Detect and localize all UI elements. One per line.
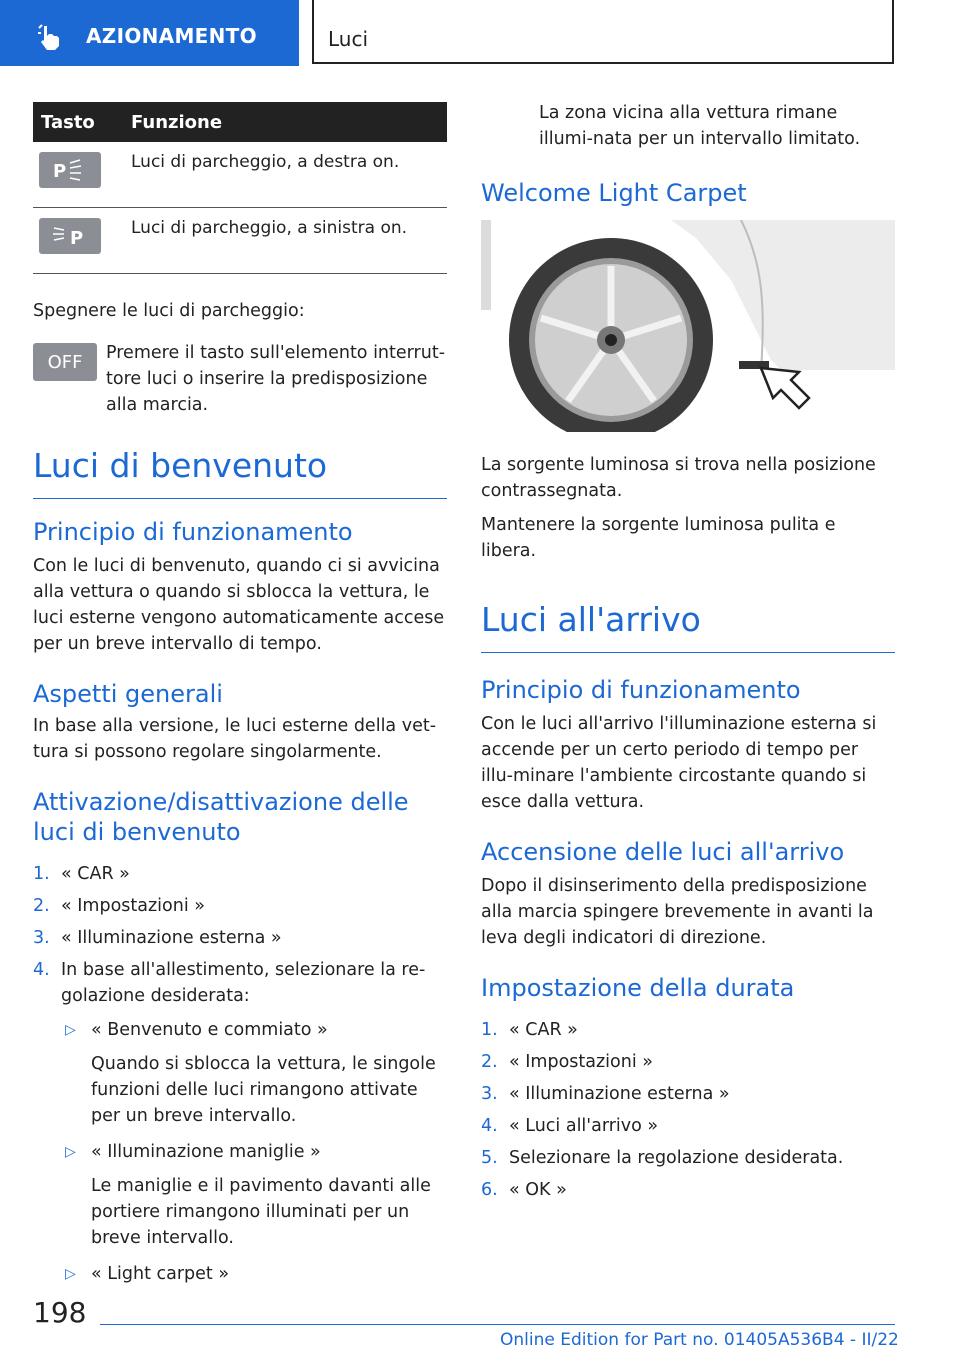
switch-title: Accensione delle luci all'arrivo	[481, 838, 845, 866]
svg-text:P: P	[70, 228, 84, 249]
carpet-text-1: La sorgente luminosa si trova nella posizione contrassegnata.	[481, 455, 876, 501]
chapter-title: Luci	[328, 27, 369, 51]
welcome-steps	[33, 861, 447, 1287]
option-list	[61, 1017, 447, 1287]
list-item: 3. « Illuminazione esterna »	[481, 1084, 730, 1104]
light-carpet-desc: La zona vicina alla vettura rimane illumi-nata per un intervallo limitato.	[539, 103, 861, 149]
triangle-bullet-icon: ▷	[65, 1022, 76, 1038]
parking-off-text: Premere il tasto sull'elemento interrut-tore luci o inserire la predisposizione alla marcia.	[106, 343, 446, 415]
arrival-title: Luci all'arrivo	[481, 600, 895, 653]
list-item: 1. « CAR »	[33, 864, 130, 884]
col-key-header: Tasto	[33, 102, 131, 142]
off-key-icon: OFF	[33, 343, 97, 381]
arrival-steps	[481, 1017, 895, 1203]
option-item: ▷ « Illuminazione maniglie » Le maniglie e il pavimento davanti alle portiere rimangono illuminati per un breve intervallo.	[61, 1139, 447, 1251]
list-item: 4. « Luci all'arrivo »	[481, 1116, 659, 1136]
section-tab	[0, 0, 299, 66]
list-item: 4. In base all'allestimento, selezionare la re-golazione desiderata: ▷ « Benvenuto e commiato » Quando si sblocca la vettura, le singole funzioni delle luci rimangono attivate per un breve intervallo. ▷ « Illuminazione maniglie » Le maniglie e il pavimento davanti alle portiere rimangono illuminati per un breve intervallo. ▷ « Light carpet »	[33, 957, 447, 1287]
arrival-principle-title: Principio di funzionamento	[481, 676, 801, 704]
footer-divider	[100, 1324, 895, 1325]
chapter-box	[312, 0, 894, 64]
parking-light-right-icon	[39, 152, 101, 188]
function-cell: Luci di parcheggio, a destra on.	[131, 142, 447, 208]
carpet-text-2: Mantenere la sorgente luminosa pulita e libera.	[481, 515, 836, 561]
triangle-bullet-icon: ▷	[65, 1266, 76, 1282]
edition-text: Online Edition for Part no. 01405A536B4 - II/22	[500, 1330, 899, 1350]
triangle-bullet-icon: ▷	[65, 1144, 76, 1160]
arrival-principle-text: Con le luci all'arrivo l'illuminazione esterna si accende per un certo periodo di tempo per illu-minare l'ambiente circostante quando si esce dalla vettura.	[481, 714, 877, 812]
duration-title: Impostazione della durata	[481, 974, 795, 1002]
right-column	[481, 100, 895, 1209]
option-item: ▷ « Light carpet »	[61, 1261, 447, 1287]
hand-pointer-icon	[36, 22, 66, 52]
list-item: 6. « OK »	[481, 1180, 567, 1200]
list-item: 5. Selezionare la regolazione desiderata.	[481, 1148, 844, 1168]
table-row	[33, 142, 447, 208]
function-cell: Luci di parcheggio, a sinistra on.	[131, 208, 447, 274]
switch-text: Dopo il disinserimento della predisposizione alla marcia spingere brevemente in avanti la leva degli indicatori di direzione.	[481, 876, 874, 948]
list-item: 2. « Impostazioni »	[33, 896, 205, 916]
carpet-title: Welcome Light Carpet	[481, 179, 747, 207]
car-wheel-light-source-arrow-image	[481, 220, 895, 432]
left-column	[33, 102, 447, 1297]
page-number: 198	[33, 1296, 87, 1329]
svg-text:P: P	[53, 161, 67, 182]
parking-off-intro: Spegnere le luci di parcheggio:	[33, 301, 305, 321]
col-function-header: Funzione	[131, 102, 447, 142]
list-item: 2. « Impostazioni »	[481, 1052, 653, 1072]
general-text: In base alla versione, le luci esterne della vet-tura si possono regolare singolarmente.	[33, 716, 437, 762]
section-title: AZIONAMENTO	[86, 24, 257, 48]
list-item: 3. « Illuminazione esterna »	[33, 928, 282, 948]
key-table	[33, 102, 447, 274]
parking-off-row	[33, 340, 447, 420]
list-item: 1. « CAR »	[481, 1020, 578, 1040]
welcome-principle-text: Con le luci di benvenuto, quando ci si avvicina alla vettura o quando si sblocca la vettura, le luci esterne vengono automaticamente accese per un breve intervallo di tempo.	[33, 556, 445, 654]
option-item: ▷ « Benvenuto e commiato » Quando si sblocca la vettura, le singole funzioni delle luci rimangono attivate per un breve intervallo.	[61, 1017, 447, 1129]
parking-light-left-icon	[39, 218, 101, 254]
general-title: Aspetti generali	[33, 680, 223, 708]
table-row	[33, 208, 447, 274]
welcome-principle-title: Principio di funzionamento	[33, 518, 353, 546]
toggle-title: Attivazione/disattivazione delle luci di benvenuto	[33, 788, 409, 846]
welcome-title: Luci di benvenuto	[33, 446, 447, 499]
